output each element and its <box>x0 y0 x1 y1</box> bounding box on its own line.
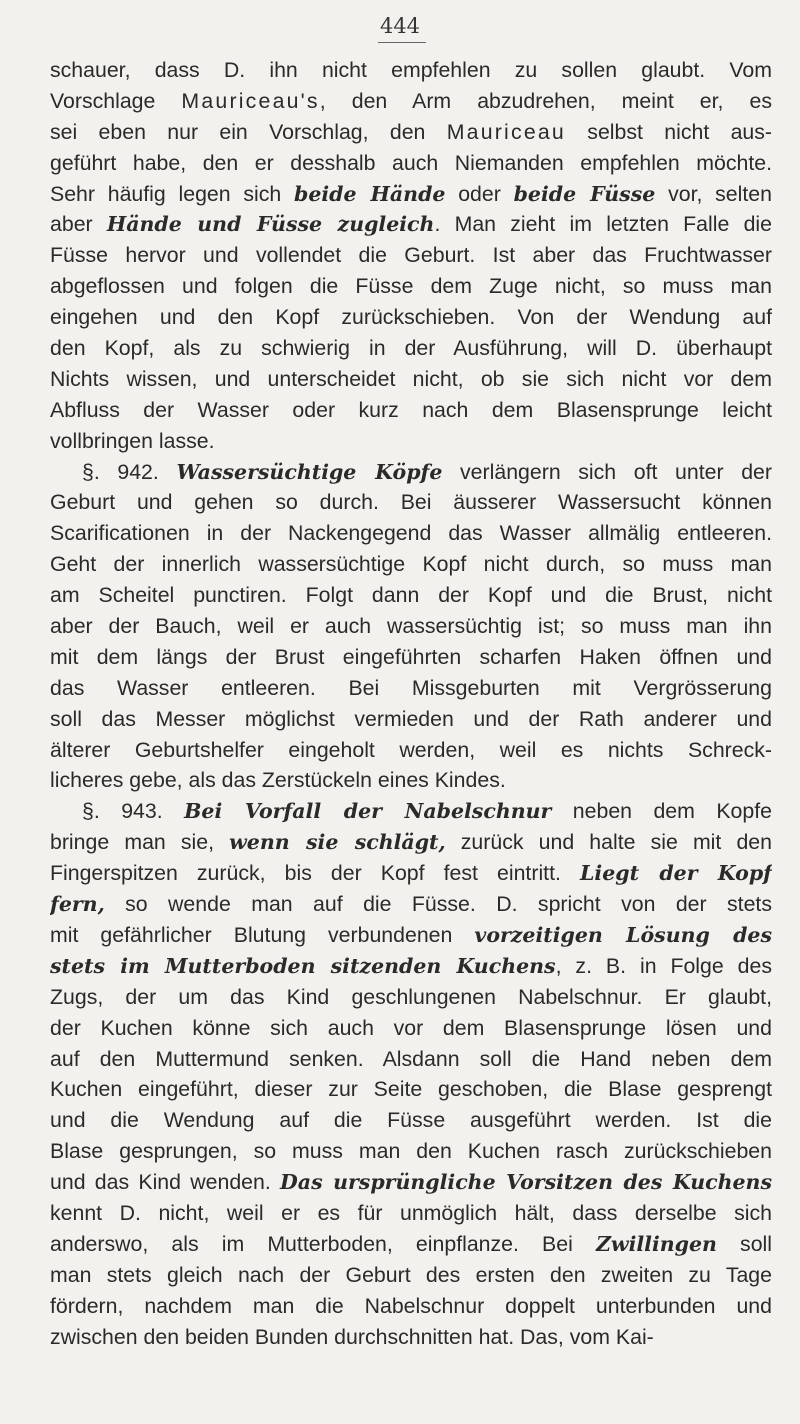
text-line <box>50 1167 772 1198</box>
text-line <box>50 704 772 735</box>
text-line <box>50 1322 772 1353</box>
text-line <box>50 86 772 117</box>
text-run: vor, selten <box>655 181 772 206</box>
text-line <box>50 457 772 488</box>
text-line <box>50 920 772 951</box>
text-line <box>50 209 772 240</box>
text-run: Kuchen eingeführt, dieser zur Seite geschoben, die Blase gesprengt <box>50 1077 772 1102</box>
text-run: geführt habe, den er desshalb auch Niemanden empfehlen möchte. <box>50 150 772 175</box>
italic-phrase: Bei Vorfall der Nabelschnur <box>184 799 552 824</box>
text-run: anderswo, als im Mutterboden, einpflanze. Bei <box>50 1231 596 1256</box>
italic-phrase: vorzeitigen Lösung des <box>474 922 772 947</box>
italic-phrase: stets im Mutterboden sitzenden Kuchens <box>50 953 556 978</box>
text-line <box>50 889 772 920</box>
text-line <box>50 827 772 858</box>
text-line <box>50 858 772 889</box>
text-run: Zugs, der um das Kind geschlungenen Nabelschnur. Er glaubt, <box>50 984 772 1009</box>
text-line <box>50 1013 772 1044</box>
text-run: älterer Geburtshelfer eingeholt werden, weil es nichts Schreck- <box>50 737 772 762</box>
italic-phrase: Wassersüchtige Köpfe <box>176 459 443 484</box>
text-run: man stets gleich nach der Geburt des ersten den zweiten zu Tage <box>50 1262 772 1287</box>
text-line <box>50 148 772 179</box>
text-line <box>50 765 772 796</box>
text-run: oder <box>445 181 514 206</box>
page-number-rule <box>378 42 426 43</box>
italic-phrase: Zwillingen <box>595 1231 717 1256</box>
text-run: eingehen und den Kopf zurückschieben. Von der Wendung auf <box>50 305 772 330</box>
italic-phrase: Liegt der Kopf <box>580 861 772 886</box>
text-line <box>50 333 772 364</box>
text-run: bringe man sie, <box>50 830 230 855</box>
text-run: das Wasser entleeren. Bei Missgeburten mit Vergrösserung <box>50 675 772 700</box>
text-run: Blase gesprungen, so muss man den Kuchen rasch zurückschieben <box>50 1139 772 1164</box>
text-run: Nichts wissen, und unterscheidet nicht, ob sie sich nicht vor dem <box>50 366 772 391</box>
text-line <box>50 117 772 148</box>
text-run: Scarificationen in der Nackengegend das Wasser allmälig entleeren. <box>50 521 772 546</box>
text-run: mit gefährlicher Blutung verbundenen <box>50 922 475 947</box>
text-line <box>50 549 772 580</box>
text-run: §. 943. <box>82 799 185 824</box>
text-run: verlängern sich oft unter der <box>442 459 772 484</box>
text-line <box>50 487 772 518</box>
text-line <box>50 951 772 982</box>
text-line <box>50 1198 772 1229</box>
text-line <box>50 611 772 642</box>
text-line <box>50 796 772 827</box>
text-run: Abfluss der Wasser oder kurz nach dem Blasensprunge leicht <box>50 397 772 422</box>
text-line <box>50 1074 772 1105</box>
spaced-name: Mauriceau's <box>181 88 320 113</box>
text-run: Geburt und gehen so durch. Bei äusserer Wassersucht können <box>50 490 772 515</box>
text-line <box>50 673 772 704</box>
text-run: Füsse hervor und vollendet die Geburt. Ist aber das Fruchtwasser <box>50 243 772 268</box>
text-line <box>50 364 772 395</box>
italic-phrase: wenn sie schlägt, <box>229 830 446 855</box>
text-run: zwischen den beiden Bunden durchschnitten hat. Das, vom Kai- <box>50 1324 654 1349</box>
text-line <box>50 518 772 549</box>
text-run: Geht der innerlich wassersüchtige Kopf nicht durch, so muss man <box>50 552 772 577</box>
text-line <box>50 642 772 673</box>
italic-phrase: fern, <box>50 892 105 917</box>
text-run: den Kopf, als zu schwierig in der Ausführung, will D. überhaupt <box>50 336 772 361</box>
italic-phrase: beide Füsse <box>513 181 656 206</box>
italic-phrase: Das ursprüngliche Vorsitzen des Kuchens <box>280 1170 772 1195</box>
text-run: kennt D. nicht, weil er es für unmöglich hält, dass derselbe sich <box>50 1200 772 1225</box>
spaced-name: Mauriceau <box>446 119 566 144</box>
text-line <box>50 1044 772 1075</box>
text-run: abgeflossen und folgen die Füsse dem Zuge nicht, so muss man <box>50 274 772 299</box>
text-run: , z. B. in Folge des <box>555 953 772 978</box>
text-run: auf den Muttermund senken. Alsdann soll die Hand neben dem <box>50 1046 772 1071</box>
text-run: sei eben nur ein Vorschlag, den <box>50 119 447 144</box>
text-run: soll <box>716 1231 772 1256</box>
text-run: §. 942. <box>82 459 177 484</box>
text-line <box>50 1260 772 1291</box>
text-run: und das Kind wenden. <box>50 1170 281 1195</box>
text-run: so wende man auf die Füsse. D. spricht von der stets <box>104 892 772 917</box>
text-run: licheres gebe, als das Zerstückeln eines Kindes. <box>50 768 506 793</box>
text-line <box>50 271 772 302</box>
text-run: und die Wendung auf die Füsse ausgeführt werden. Ist die <box>50 1108 772 1133</box>
text-run: der Kuchen könne sich auch vor dem Blasensprunge lösen und <box>50 1015 772 1040</box>
body-text <box>50 55 772 1352</box>
text-line <box>50 580 772 611</box>
text-line <box>50 735 772 766</box>
text-run: soll das Messer möglichst vermieden und der Rath anderer und <box>50 706 772 731</box>
text-line <box>50 395 772 426</box>
text-run: neben dem Kopfe <box>551 799 772 824</box>
text-run: aber <box>50 212 107 237</box>
text-run: Fingerspitzen zurück, bis der Kopf fest eintritt. <box>50 861 580 886</box>
text-line <box>50 426 772 457</box>
text-line <box>50 1136 772 1167</box>
text-run: fördern, nachdem man die Nabelschnur doppelt unterbunden und <box>50 1293 772 1318</box>
text-line <box>50 1105 772 1136</box>
text-run: vollbringen lasse. <box>50 428 215 453</box>
text-line <box>50 1229 772 1260</box>
text-run: aber der Bauch, weil er auch wassersüchtig ist; so muss man ihn <box>50 614 772 639</box>
text-line <box>50 179 772 210</box>
text-run: selbst nicht aus- <box>565 119 772 144</box>
text-run: Vorschlage <box>50 88 182 113</box>
text-run: , den Arm abzudrehen, meint er, es <box>319 88 772 113</box>
italic-phrase: beide Hände <box>294 181 446 206</box>
text-run: zurück und halte sie mit den <box>445 830 772 855</box>
text-run: . Man zieht im letzten Falle die <box>434 212 772 237</box>
text-run: am Scheitel punctiren. Folgt dann der Kopf und die Brust, nicht <box>50 583 772 608</box>
text-line <box>50 302 772 333</box>
text-line <box>50 982 772 1013</box>
text-run: schauer, dass D. ihn nicht empfehlen zu sollen glaubt. Vom <box>50 58 772 82</box>
text-line <box>50 240 772 271</box>
text-run: Sehr häufig legen sich <box>50 181 294 206</box>
italic-phrase: Hände und Füsse zugleich <box>106 212 435 237</box>
page-number: 444 <box>379 14 421 38</box>
text-run: mit dem längs der Brust eingeführten scharfen Haken öffnen und <box>50 644 772 669</box>
text-line <box>50 1291 772 1322</box>
text-line <box>50 55 772 86</box>
